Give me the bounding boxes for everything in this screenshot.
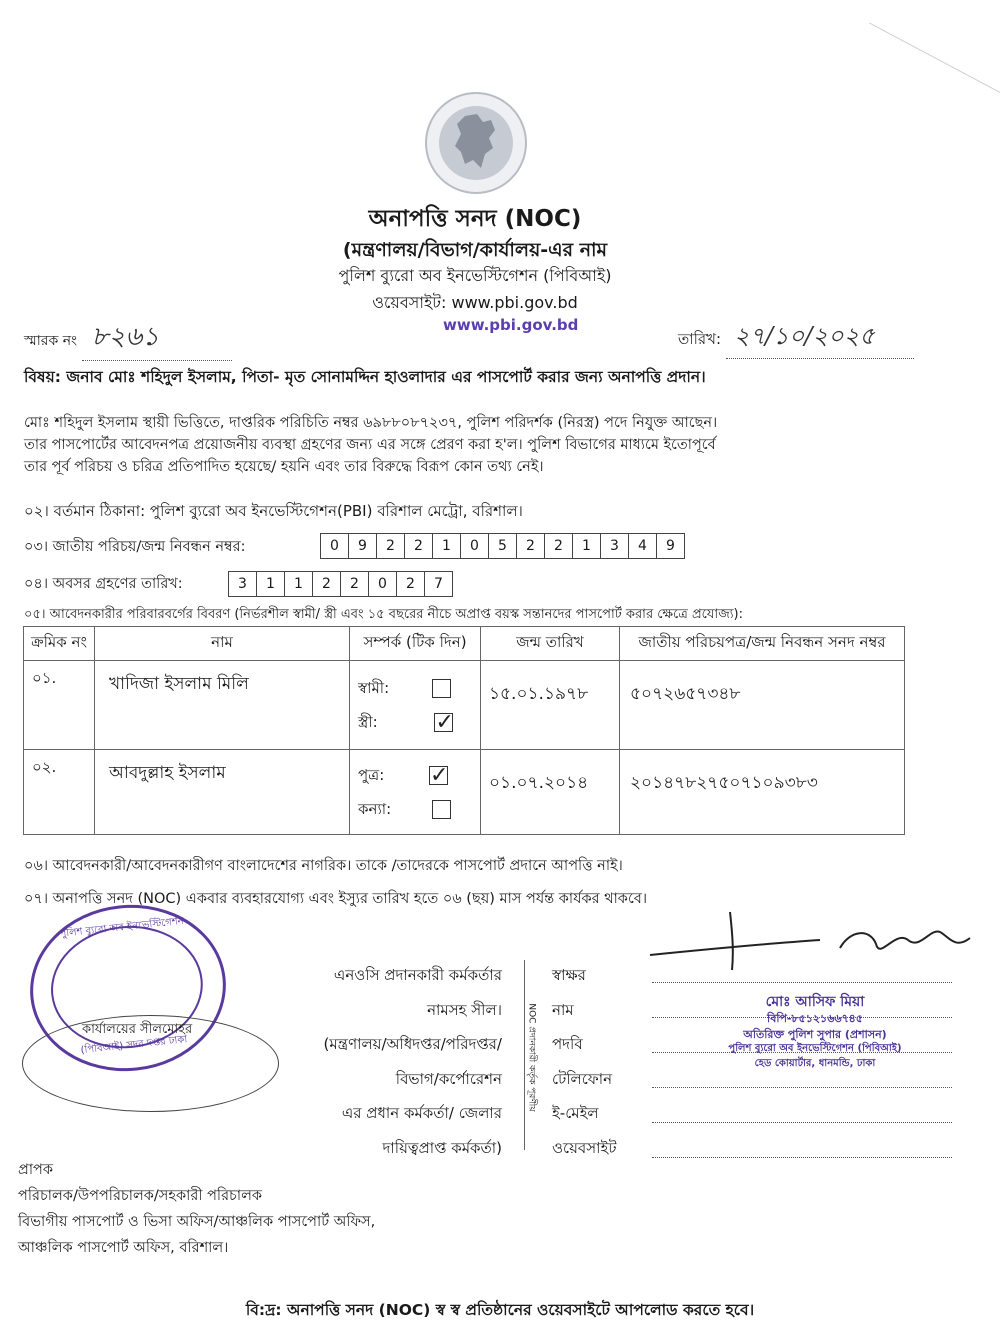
row-relation	[350, 750, 481, 835]
row-serial: ০২.	[24, 750, 95, 835]
body-line-1: মোঃ শহিদুল ইসলাম স্থায়ী ভিত্তিতে, দাপ্তরিক পরিচিতি নম্বর ৬৯৮৮০৮৭২৩৭, পুলিশ পরিদর্শক (নিরস্ত্র) পদে নিযুক্ত আছেন।	[24, 415, 718, 431]
ministry-name: (মন্ত্রণালয়/বিভাগ/কার্যালয়-এর নাম	[342, 239, 608, 261]
table-row	[24, 661, 905, 750]
signatory-line: নামসহ সীল।	[427, 1000, 502, 1019]
relation-husband-label: স্বামী:	[358, 679, 390, 697]
recipient-label: প্রাপক	[18, 1162, 54, 1178]
nid-digit-box: 9	[348, 533, 376, 559]
son-checkbox[interactable]	[429, 766, 448, 785]
signature-fields	[552, 958, 617, 1165]
nid-digit-box: 2	[376, 533, 404, 559]
paper-fold-edge	[869, 0, 1000, 108]
document-title: অনাপত্তি সনদ (NOC)	[368, 206, 582, 232]
retirement-digit-box: 7	[424, 571, 453, 597]
husband-checkbox[interactable]	[432, 679, 451, 698]
nid-digit-box: 1	[432, 533, 460, 559]
nid-digit-box: 5	[488, 533, 516, 559]
header-name: নাম	[95, 627, 350, 661]
field-telephone-label: টেলিফোন	[552, 1069, 613, 1088]
relation-daughter-label: কন্যা:	[358, 800, 392, 818]
row-id: ৫০৭২৬৫৭৩৪৮	[620, 661, 905, 750]
nid-number-boxes	[320, 533, 685, 559]
officer-stamp-rank: অতিরিক্ত পুলিশ সুপার (প্রশাসন)	[743, 1028, 887, 1041]
field-signature-label: স্বাক্ষর	[552, 966, 586, 984]
memo-field	[24, 316, 232, 361]
footer-note: বি:দ্র: অনাপত্তি সনদ (NOC) স্ব স্ব প্রতিষ্ঠানের ওয়েবসাইটে আপলোড করতে হবে।	[245, 1301, 755, 1319]
family-table-header	[24, 627, 905, 661]
daughter-checkbox[interactable]	[432, 800, 451, 819]
seal-bottom-text: (পিবিআই) সদর দপ্তর ঢাকা	[80, 1034, 188, 1057]
website-stamp: www.pbi.gov.bd	[443, 316, 579, 334]
retirement-date-boxes	[228, 571, 453, 597]
present-address: ০২। বর্তমান ঠিকানা: পুলিশ ব্যুরো অব ইনভেস্টিগেশন(PBI) বরিশাল মেট্রো, বরিশাল।	[24, 502, 523, 520]
office-name: পুলিশ ব্যুরো অব ইনভেস্টিগেশন (পিবিআই)	[338, 266, 612, 285]
recipient-line-3: আঞ্চলিক পাসপোর্ট অফিস, বরিশাল।	[18, 1240, 229, 1256]
nid-digit-box: 2	[404, 533, 432, 559]
row-name: আবদুল্লাহ ইসলাম	[95, 750, 350, 835]
field-email-label: ই-মেইল	[552, 1104, 599, 1122]
field-website-label: ওয়েবসাইট	[552, 1138, 617, 1157]
signatory-description	[270, 958, 502, 1165]
nid-digit-box: 0	[320, 533, 348, 559]
government-emblem	[425, 92, 527, 194]
signatory-line: এর প্রধান কর্মকর্তা/ জেলার	[341, 1104, 502, 1122]
table-row	[24, 750, 905, 835]
vertical-note: NOC প্রদানকারী কর্তৃক পূরণীয়	[526, 1003, 537, 1112]
wife-checkbox[interactable]	[434, 713, 453, 732]
nid-label: ০৩। জাতীয় পরিচয়/জন্ম নিবন্ধন নম্বর:	[24, 539, 246, 555]
recipient-line-1: পরিচালক/উপপরিচালক/সহকারী পরিচালক	[18, 1188, 263, 1204]
row-relation	[350, 661, 481, 750]
bangladesh-map-icon	[451, 112, 501, 172]
field-designation-label: পদবি	[552, 1035, 583, 1053]
website-label: ওয়েবসাইট: www.pbi.gov.bd	[372, 293, 578, 312]
note-07: ০৭। অনাপত্তি সনদ (NOC) একবার ব্যবহারযোগ্য এবং ইস্যুর তারিখ হতে ০৬ (ছয়) মাস পর্যন্ত কার্যকর থাকবে।	[24, 891, 648, 907]
retirement-digit-box: 3	[228, 571, 256, 597]
body-paragraph	[24, 412, 984, 478]
field-name-label: নাম	[552, 1000, 574, 1019]
retirement-digit-box: 0	[368, 571, 396, 597]
date-value: ২৭/১০/২০২৫	[726, 318, 914, 359]
family-table	[23, 626, 905, 835]
relation-wife-label: স্ত্রী:	[358, 713, 378, 731]
row-dob: ০১.০৭.২০১৪	[481, 750, 620, 835]
memo-number: ৮২৬১	[82, 316, 232, 361]
body-line-2: তার পাসপোর্টের আবেদনপত্র প্রয়োজনীয় ব্যবস্থা গ্রহণের জন্য এর সঙ্গে প্রেরণ করা হ'ল। পুলিশ বিভাগের মাধ্যমে ইতোপূর্বে	[24, 437, 716, 453]
row-id: ২০১৪৭৮২৭৫০৭১০৯৩৮৩	[620, 750, 905, 835]
retirement-digit-box: 1	[256, 571, 284, 597]
row-name: খাদিজা ইসলাম মিলি	[95, 661, 350, 750]
header-dob: জন্ম তারিখ	[481, 627, 620, 661]
officer-stamp-name: মোঃ আসিফ মিয়া	[765, 994, 865, 1010]
signatory-line: এনওসি প্রদানকারী কর্মকর্তার	[333, 966, 502, 984]
officer-stamp-address: হেড কোয়ার্টার, ধানমন্ডি, ঢাকা	[754, 1058, 876, 1069]
header-serial: ক্রমিক নং	[24, 627, 95, 661]
retirement-digit-box: 2	[312, 571, 340, 597]
recipient-block	[18, 1157, 375, 1261]
note-06: ০৬। আবেদনকারী/আবেদনকারীগণ বাংলাদেশের নাগরিক। তাকে /তাদেরকে পাসপোর্ট প্রদানে আপত্তি নাই।	[24, 858, 623, 874]
date-label: তারিখ:	[678, 330, 722, 348]
officer-stamp-id: বিপি-৮৫১২১৬৬৭৪৫	[767, 1012, 863, 1025]
retirement-digit-box: 2	[340, 571, 368, 597]
row-dob: ১৫.০১.১৯৭৮	[481, 661, 620, 750]
signatory-line: দায়িত্বপ্রাপ্ত কর্মকর্তা)	[382, 1138, 502, 1157]
retirement-digit-box: 2	[396, 571, 424, 597]
row-serial: ০১.	[24, 661, 95, 750]
officer-stamp-office: পুলিশ ব্যুরো অব ইনভেস্টিগেশন (পিবিআই)	[728, 1043, 902, 1054]
office-seal-label: কার্যালয়ের সীলমোহর	[82, 1022, 193, 1037]
body-line-3: তার পূর্ব পরিচয় ও চরিত্র প্রতিপাদিত হয়েছে/ হয়নি এবং তার বিরুদ্ধে বিরূপ কোন তথ্য নেই।	[24, 459, 544, 475]
handwritten-signature	[640, 910, 980, 980]
nid-digit-box: 2	[516, 533, 544, 559]
header-id-number: জাতীয় পরিচয়পত্র/জন্ম নিবন্ধন সনদ নম্বর	[620, 627, 905, 661]
retirement-digit-box: 1	[284, 571, 312, 597]
subject-line: বিষয়: জনাব মোঃ শহিদুল ইসলাম, পিতা- মৃত সোনামদ্দিন হাওলাদার এর পাসপোর্ট করার জন্য অনাপত্তি প্রদান।	[24, 368, 706, 386]
relation-son-label: পুত্র:	[358, 766, 385, 784]
nid-digit-box: 0	[460, 533, 488, 559]
memo-label: স্মারক নং	[24, 333, 78, 349]
nid-digit-box: 1	[572, 533, 600, 559]
nid-digit-box: 9	[656, 533, 685, 559]
header-relation: সম্পর্ক (টিক দিন)	[350, 627, 481, 661]
signatory-line: বিভাগ/কর্পোরেশন	[395, 1069, 502, 1088]
recipient-line-2: বিভাগীয় পাসপোর্ট ও ভিসা অফিস/আঞ্চলিক পাসপোর্ট অফিস,	[18, 1214, 376, 1230]
nid-digit-box: 2	[544, 533, 572, 559]
date-field	[678, 318, 914, 359]
nid-digit-box: 3	[600, 533, 628, 559]
family-details-label: ০৫। আবেদনকারীর পরিবারবর্গের বিবরণ (নির্ভরশীল স্বামী/ স্ত্রী এবং ১৫ বছরের নীচে অপ্রাপ্ত বয়স্ক সন্তানদের পাসপোর্ট করার ক্ষেত্রে প্রযোজ্য):	[24, 607, 743, 622]
retirement-label: ০৪। অবসর গ্রহণের তারিখ:	[24, 576, 183, 592]
signatory-line: (মন্ত্রণালয়/অধিদপ্তর/পরিদপ্তর/	[323, 1035, 502, 1053]
seal-top-text: পুলিশ ব্যুরো অব ইনভেস্টিগেশন	[59, 915, 185, 940]
nid-digit-box: 4	[628, 533, 656, 559]
